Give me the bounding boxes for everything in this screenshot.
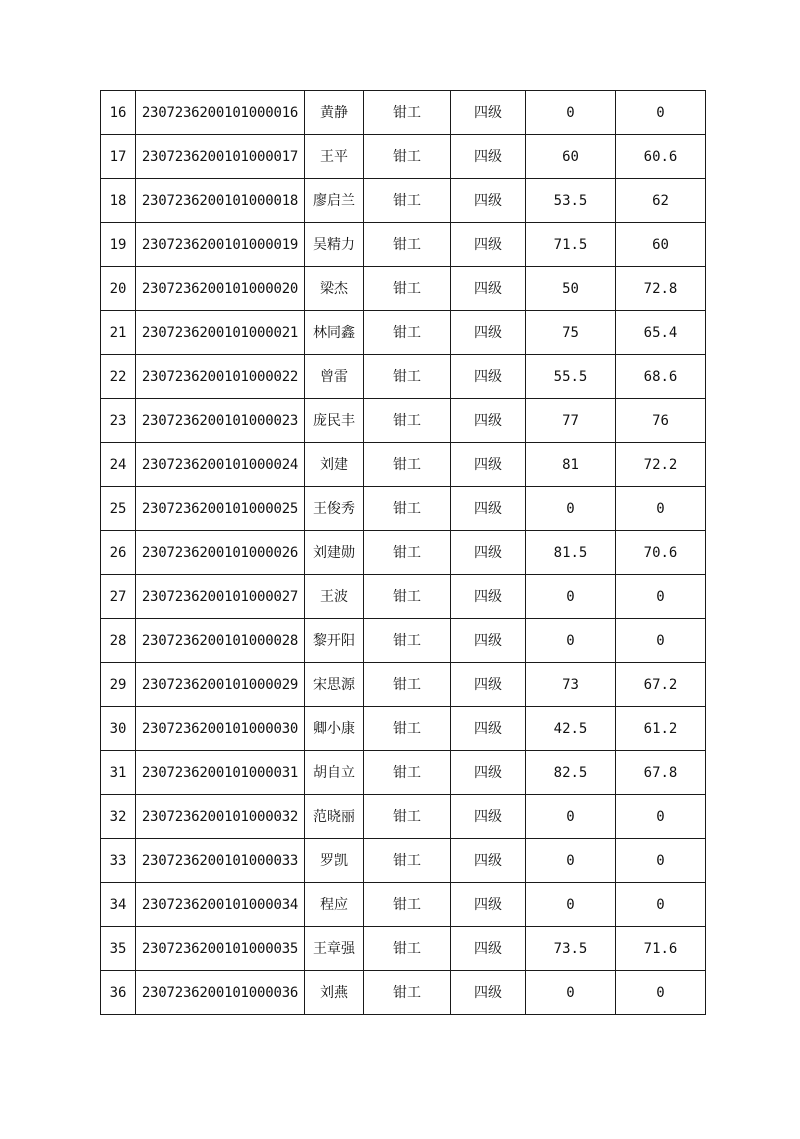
row-number-cell: 19: [101, 223, 136, 267]
candidate-id-cell: 2307236200101000019: [136, 223, 305, 267]
candidate-name-cell: 黎开阳: [305, 619, 364, 663]
roster-table-body: [101, 91, 706, 1015]
table-row: [101, 399, 706, 443]
candidate-id-cell: 2307236200101000033: [136, 839, 305, 883]
score-1-cell: 73.5: [526, 927, 616, 971]
level-cell: 四级: [451, 663, 526, 707]
trade-cell: 钳工: [364, 971, 451, 1015]
table-row: [101, 487, 706, 531]
score-1-cell: 0: [526, 91, 616, 135]
candidate-name-cell: 梁杰: [305, 267, 364, 311]
row-number-cell: 36: [101, 971, 136, 1015]
score-2-cell: 62: [616, 179, 706, 223]
candidate-name-cell: 廖启兰: [305, 179, 364, 223]
table-row: [101, 575, 706, 619]
row-number-cell: 22: [101, 355, 136, 399]
candidate-id-cell: 2307236200101000026: [136, 531, 305, 575]
row-number-cell: 34: [101, 883, 136, 927]
level-cell: 四级: [451, 751, 526, 795]
row-number-cell: 32: [101, 795, 136, 839]
score-2-cell: 71.6: [616, 927, 706, 971]
row-number-cell: 28: [101, 619, 136, 663]
score-2-cell: 0: [616, 839, 706, 883]
trade-cell: 钳工: [364, 575, 451, 619]
table-row: [101, 927, 706, 971]
trade-cell: 钳工: [364, 443, 451, 487]
candidate-id-cell: 2307236200101000029: [136, 663, 305, 707]
level-cell: 四级: [451, 531, 526, 575]
candidate-name-cell: 林同鑫: [305, 311, 364, 355]
candidate-id-cell: 2307236200101000035: [136, 927, 305, 971]
level-cell: 四级: [451, 619, 526, 663]
level-cell: 四级: [451, 179, 526, 223]
candidate-id-cell: 2307236200101000032: [136, 795, 305, 839]
trade-cell: 钳工: [364, 135, 451, 179]
trade-cell: 钳工: [364, 311, 451, 355]
score-1-cell: 81: [526, 443, 616, 487]
candidate-id-cell: 2307236200101000024: [136, 443, 305, 487]
candidate-id-cell: 2307236200101000023: [136, 399, 305, 443]
row-number-cell: 33: [101, 839, 136, 883]
score-1-cell: 55.5: [526, 355, 616, 399]
level-cell: 四级: [451, 487, 526, 531]
score-2-cell: 0: [616, 795, 706, 839]
score-1-cell: 50: [526, 267, 616, 311]
table-row: [101, 971, 706, 1015]
level-cell: 四级: [451, 355, 526, 399]
row-number-cell: 20: [101, 267, 136, 311]
candidate-name-cell: 宋思源: [305, 663, 364, 707]
trade-cell: 钳工: [364, 707, 451, 751]
row-number-cell: 30: [101, 707, 136, 751]
trade-cell: 钳工: [364, 399, 451, 443]
score-1-cell: 60: [526, 135, 616, 179]
table-row: [101, 883, 706, 927]
candidate-id-cell: 2307236200101000030: [136, 707, 305, 751]
score-1-cell: 0: [526, 619, 616, 663]
table-row: [101, 179, 706, 223]
candidate-id-cell: 2307236200101000031: [136, 751, 305, 795]
candidate-name-cell: 卿小康: [305, 707, 364, 751]
score-2-cell: 76: [616, 399, 706, 443]
candidate-id-cell: 2307236200101000021: [136, 311, 305, 355]
candidate-name-cell: 程应: [305, 883, 364, 927]
candidate-id-cell: 2307236200101000016: [136, 91, 305, 135]
trade-cell: 钳工: [364, 223, 451, 267]
row-number-cell: 26: [101, 531, 136, 575]
score-1-cell: 71.5: [526, 223, 616, 267]
trade-cell: 钳工: [364, 883, 451, 927]
table-row: [101, 839, 706, 883]
trade-cell: 钳工: [364, 531, 451, 575]
table-row: [101, 707, 706, 751]
score-1-cell: 75: [526, 311, 616, 355]
level-cell: 四级: [451, 91, 526, 135]
trade-cell: 钳工: [364, 795, 451, 839]
score-2-cell: 72.8: [616, 267, 706, 311]
candidate-name-cell: 刘建: [305, 443, 364, 487]
row-number-cell: 24: [101, 443, 136, 487]
score-1-cell: 53.5: [526, 179, 616, 223]
trade-cell: 钳工: [364, 179, 451, 223]
table-row: [101, 311, 706, 355]
trade-cell: 钳工: [364, 751, 451, 795]
table-row: [101, 531, 706, 575]
table-row: [101, 355, 706, 399]
score-2-cell: 61.2: [616, 707, 706, 751]
table-row: [101, 223, 706, 267]
roster-table: [100, 90, 706, 1015]
table-row: [101, 619, 706, 663]
score-2-cell: 67.2: [616, 663, 706, 707]
trade-cell: 钳工: [364, 267, 451, 311]
trade-cell: 钳工: [364, 355, 451, 399]
level-cell: 四级: [451, 443, 526, 487]
score-2-cell: 65.4: [616, 311, 706, 355]
score-2-cell: 0: [616, 575, 706, 619]
candidate-name-cell: 刘燕: [305, 971, 364, 1015]
level-cell: 四级: [451, 971, 526, 1015]
score-1-cell: 0: [526, 487, 616, 531]
row-number-cell: 31: [101, 751, 136, 795]
candidate-id-cell: 2307236200101000027: [136, 575, 305, 619]
candidate-name-cell: 罗凯: [305, 839, 364, 883]
score-2-cell: 67.8: [616, 751, 706, 795]
candidate-name-cell: 王平: [305, 135, 364, 179]
candidate-name-cell: 王俊秀: [305, 487, 364, 531]
candidate-name-cell: 王波: [305, 575, 364, 619]
table-row: [101, 751, 706, 795]
trade-cell: 钳工: [364, 91, 451, 135]
score-1-cell: 0: [526, 795, 616, 839]
level-cell: 四级: [451, 575, 526, 619]
row-number-cell: 29: [101, 663, 136, 707]
candidate-id-cell: 2307236200101000018: [136, 179, 305, 223]
candidate-id-cell: 2307236200101000025: [136, 487, 305, 531]
row-number-cell: 23: [101, 399, 136, 443]
score-1-cell: 0: [526, 971, 616, 1015]
table-row: [101, 795, 706, 839]
trade-cell: 钳工: [364, 663, 451, 707]
row-number-cell: 35: [101, 927, 136, 971]
candidate-id-cell: 2307236200101000036: [136, 971, 305, 1015]
score-1-cell: 0: [526, 575, 616, 619]
score-2-cell: 0: [616, 487, 706, 531]
candidate-name-cell: 黄静: [305, 91, 364, 135]
score-1-cell: 73: [526, 663, 616, 707]
score-2-cell: 68.6: [616, 355, 706, 399]
row-number-cell: 25: [101, 487, 136, 531]
row-number-cell: 18: [101, 179, 136, 223]
score-1-cell: 42.5: [526, 707, 616, 751]
level-cell: 四级: [451, 311, 526, 355]
table-row: [101, 135, 706, 179]
candidate-id-cell: 2307236200101000028: [136, 619, 305, 663]
candidate-id-cell: 2307236200101000034: [136, 883, 305, 927]
score-2-cell: 0: [616, 971, 706, 1015]
candidate-name-cell: 胡自立: [305, 751, 364, 795]
score-2-cell: 0: [616, 619, 706, 663]
candidate-id-cell: 2307236200101000017: [136, 135, 305, 179]
level-cell: 四级: [451, 795, 526, 839]
score-2-cell: 60: [616, 223, 706, 267]
score-2-cell: 0: [616, 91, 706, 135]
score-2-cell: 0: [616, 883, 706, 927]
row-number-cell: 27: [101, 575, 136, 619]
candidate-name-cell: 吴精力: [305, 223, 364, 267]
score-1-cell: 0: [526, 883, 616, 927]
level-cell: 四级: [451, 839, 526, 883]
row-number-cell: 17: [101, 135, 136, 179]
trade-cell: 钳工: [364, 839, 451, 883]
candidate-name-cell: 范晓丽: [305, 795, 364, 839]
level-cell: 四级: [451, 927, 526, 971]
level-cell: 四级: [451, 883, 526, 927]
score-1-cell: 0: [526, 839, 616, 883]
candidate-name-cell: 王章强: [305, 927, 364, 971]
table-row: [101, 443, 706, 487]
candidate-name-cell: 曾雷: [305, 355, 364, 399]
table-row: [101, 663, 706, 707]
table-row: [101, 91, 706, 135]
score-2-cell: 70.6: [616, 531, 706, 575]
table-row: [101, 267, 706, 311]
score-2-cell: 72.2: [616, 443, 706, 487]
row-number-cell: 21: [101, 311, 136, 355]
trade-cell: 钳工: [364, 619, 451, 663]
level-cell: 四级: [451, 223, 526, 267]
score-1-cell: 77: [526, 399, 616, 443]
level-cell: 四级: [451, 135, 526, 179]
candidate-name-cell: 庞民丰: [305, 399, 364, 443]
score-1-cell: 82.5: [526, 751, 616, 795]
score-2-cell: 60.6: [616, 135, 706, 179]
candidate-id-cell: 2307236200101000022: [136, 355, 305, 399]
candidate-id-cell: 2307236200101000020: [136, 267, 305, 311]
level-cell: 四级: [451, 267, 526, 311]
level-cell: 四级: [451, 399, 526, 443]
score-1-cell: 81.5: [526, 531, 616, 575]
candidate-name-cell: 刘建勋: [305, 531, 364, 575]
trade-cell: 钳工: [364, 487, 451, 531]
level-cell: 四级: [451, 707, 526, 751]
trade-cell: 钳工: [364, 927, 451, 971]
row-number-cell: 16: [101, 91, 136, 135]
